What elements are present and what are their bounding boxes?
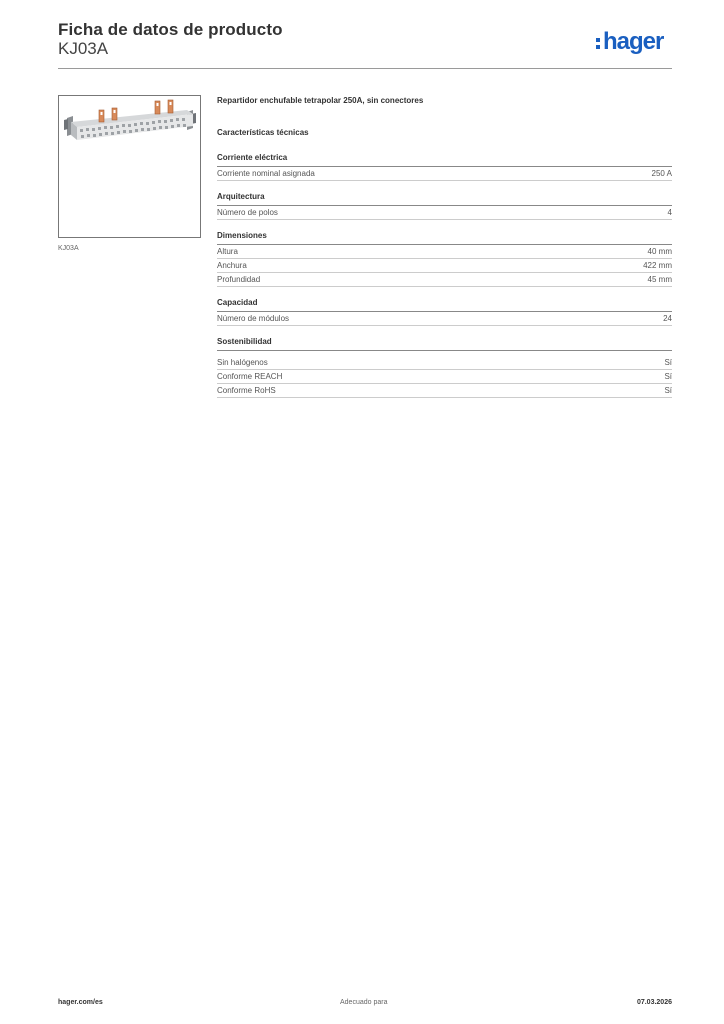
spec-label: Corriente nominal asignada (217, 169, 315, 178)
spec-label: Sin halógenos (217, 358, 268, 367)
page-title: Ficha de datos de producto (58, 20, 283, 39)
image-caption: KJ03A (58, 245, 79, 252)
spec-value: 422 mm (643, 261, 672, 270)
spec-value: 45 mm (647, 275, 672, 284)
product-code: KJ03A (58, 39, 109, 58)
spec-label: Altura (217, 247, 238, 256)
product-description: Repartidor enchufable tetrapolar 250A, sin conectores (217, 96, 424, 105)
spec-row (217, 167, 672, 181)
section-heading: Características técnicas (217, 128, 309, 137)
footer-date: 07.03.2026 (636, 999, 672, 1006)
spec-label: Conforme RoHS (217, 386, 276, 395)
spec-row (217, 356, 672, 370)
logo-dots-icon (596, 35, 601, 49)
spec-group-capacity (217, 298, 672, 326)
group-title: Capacidad (217, 298, 672, 312)
group-title: Dimensiones (217, 231, 672, 245)
group-title: Sostenibilidad (217, 337, 672, 351)
header-divider (58, 68, 672, 69)
spec-group-electrical (217, 153, 672, 181)
spec-value: 40 mm (647, 247, 672, 256)
spec-row (217, 206, 672, 220)
spec-group-dimensions (217, 231, 672, 287)
spec-value: Sí (664, 372, 672, 381)
logo-text: hager (603, 28, 664, 55)
spec-label: Profundidad (217, 275, 261, 284)
spec-value: 4 (667, 208, 672, 217)
spec-label: Número de polos (217, 208, 278, 217)
spec-label: Conforme REACH (217, 372, 283, 381)
spec-group-architecture (217, 192, 672, 220)
group-title: Corriente eléctrica (217, 153, 672, 167)
spec-row (217, 245, 672, 259)
spec-label: Número de módulos (217, 314, 290, 323)
spec-value: Sí (664, 386, 672, 395)
spec-row (217, 384, 672, 398)
spec-row (217, 273, 672, 287)
group-title: Arquitectura (217, 192, 672, 206)
busbar-illustration (59, 96, 200, 237)
spec-value: 250 A (651, 169, 672, 178)
product-image (58, 95, 201, 238)
spec-label: Anchura (217, 261, 247, 270)
footer-website-link[interactable]: hager.com/es (58, 999, 103, 1006)
hager-logo[interactable] (596, 28, 663, 56)
spec-value: Sí (664, 358, 672, 367)
spec-row (217, 259, 672, 273)
footer-suitable-for: Adecuado para (340, 999, 388, 1006)
spec-row (217, 370, 672, 384)
spec-value: 24 (663, 314, 672, 323)
spec-row (217, 312, 672, 326)
spec-content (217, 96, 672, 409)
spec-group-sustainability (217, 337, 672, 398)
